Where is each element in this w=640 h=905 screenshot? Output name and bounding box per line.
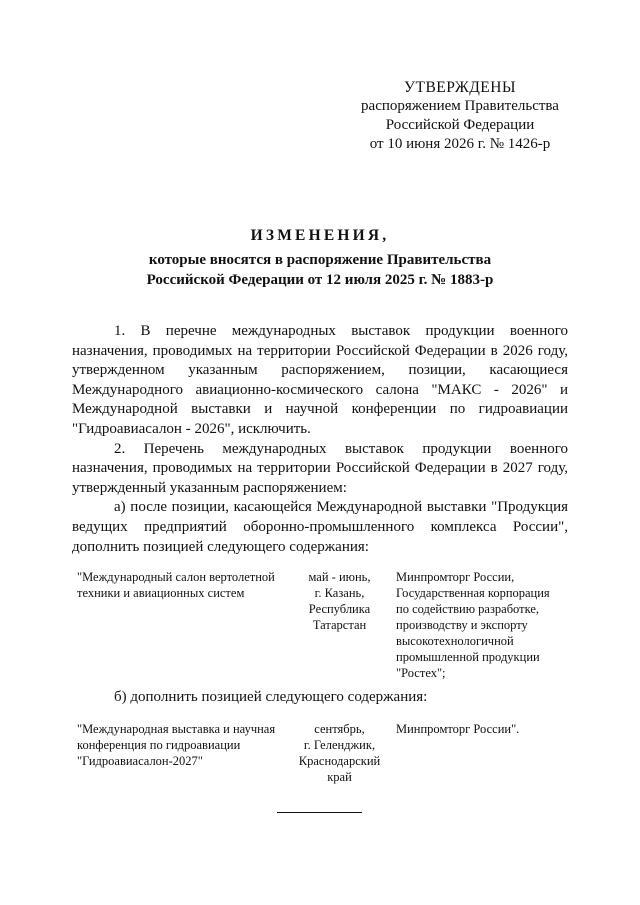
entry-line: Татарстан [312,618,367,632]
title-subtitle-2: Российской Федерации от 12 июля 2025 г. № 1883-р [146,272,494,288]
entry-line: "Международный салон вертолетной [77,570,275,584]
entry-line: высокотехнологичной [396,634,514,648]
entry-line: производству и экспорту [396,618,528,632]
document-title [0,226,640,290]
entry2-organizer [396,721,586,737]
entry-line: Краснодарский [298,754,381,768]
entry-line: Минпромторг России, [396,570,515,584]
entry1-when-where [292,569,387,633]
entry2-name [77,721,292,769]
entry-line: Минпромторг России". [396,722,520,736]
entry1-organizer [396,569,586,681]
closing-rule [277,812,362,813]
entry-line: "Гидроавиасалон-2027" [77,754,203,768]
subparagraph-b: б) дополнить позицией следующего содержания: [114,689,428,705]
approval-block [340,78,580,154]
entry1-name [77,569,292,601]
title-main: ИЗМЕНЕНИЯ, [250,227,390,244]
entry-line: Республика [308,602,371,616]
approval-heading: УТВЕРЖДЕНЫ [404,79,516,96]
entry2-when-where [292,721,387,785]
entry-line: "Международная выставка и научная [77,722,276,736]
entry-line: г. Казань, [314,586,365,600]
paragraph-2: 2. Перечень международных выставок продукции военного назначения, проводимых на территории Российской Федерации в 2027 году, утвержденный указанным распоряжением: [72,440,568,496]
entry-line: техники и авиационных систем [77,586,245,600]
entry-line: конференция по гидроавиации [77,738,241,752]
entry-line: г. Геленджик, [303,738,376,752]
entry-line: "Ростех"; [396,666,446,680]
entry-line: край [327,770,352,784]
paragraph-2a: а) после позиции, касающейся Международной выставки "Продукция ведущих предприятий оборонно-промышленного комплекса России", дополнить позицией следующего содержания: [72,499,568,555]
entry-line: по содействию разработке, [396,602,540,616]
entry-line: май - июнь, [308,570,371,584]
paragraph-1: 1. В перечне международных выставок продукции военного назначения, проводимых на территории Российской Федерации в 2026 году, утвержденном указанным распоряжением, позиции, касающиеся Международного авиационно-космического салона "МАКС - 2026" и Международной выставки и научной конференции по гидроавиации "Гидроавиасалон - 2026", исключить. [72,323,568,437]
entry-line: сентябрь, [314,722,365,736]
title-subtitle-1: которые вносятся в распоряжение Правительства [148,252,492,268]
approval-line: от 10 июня 2026 г. № 1426-р [369,136,551,152]
approval-line: Российской Федерации [385,117,535,133]
document-body [72,322,568,557]
approval-line: распоряжением Правительства [361,98,559,114]
entry-line: промышленной продукции [396,650,540,664]
entry-line: Государственная корпорация [396,586,550,600]
